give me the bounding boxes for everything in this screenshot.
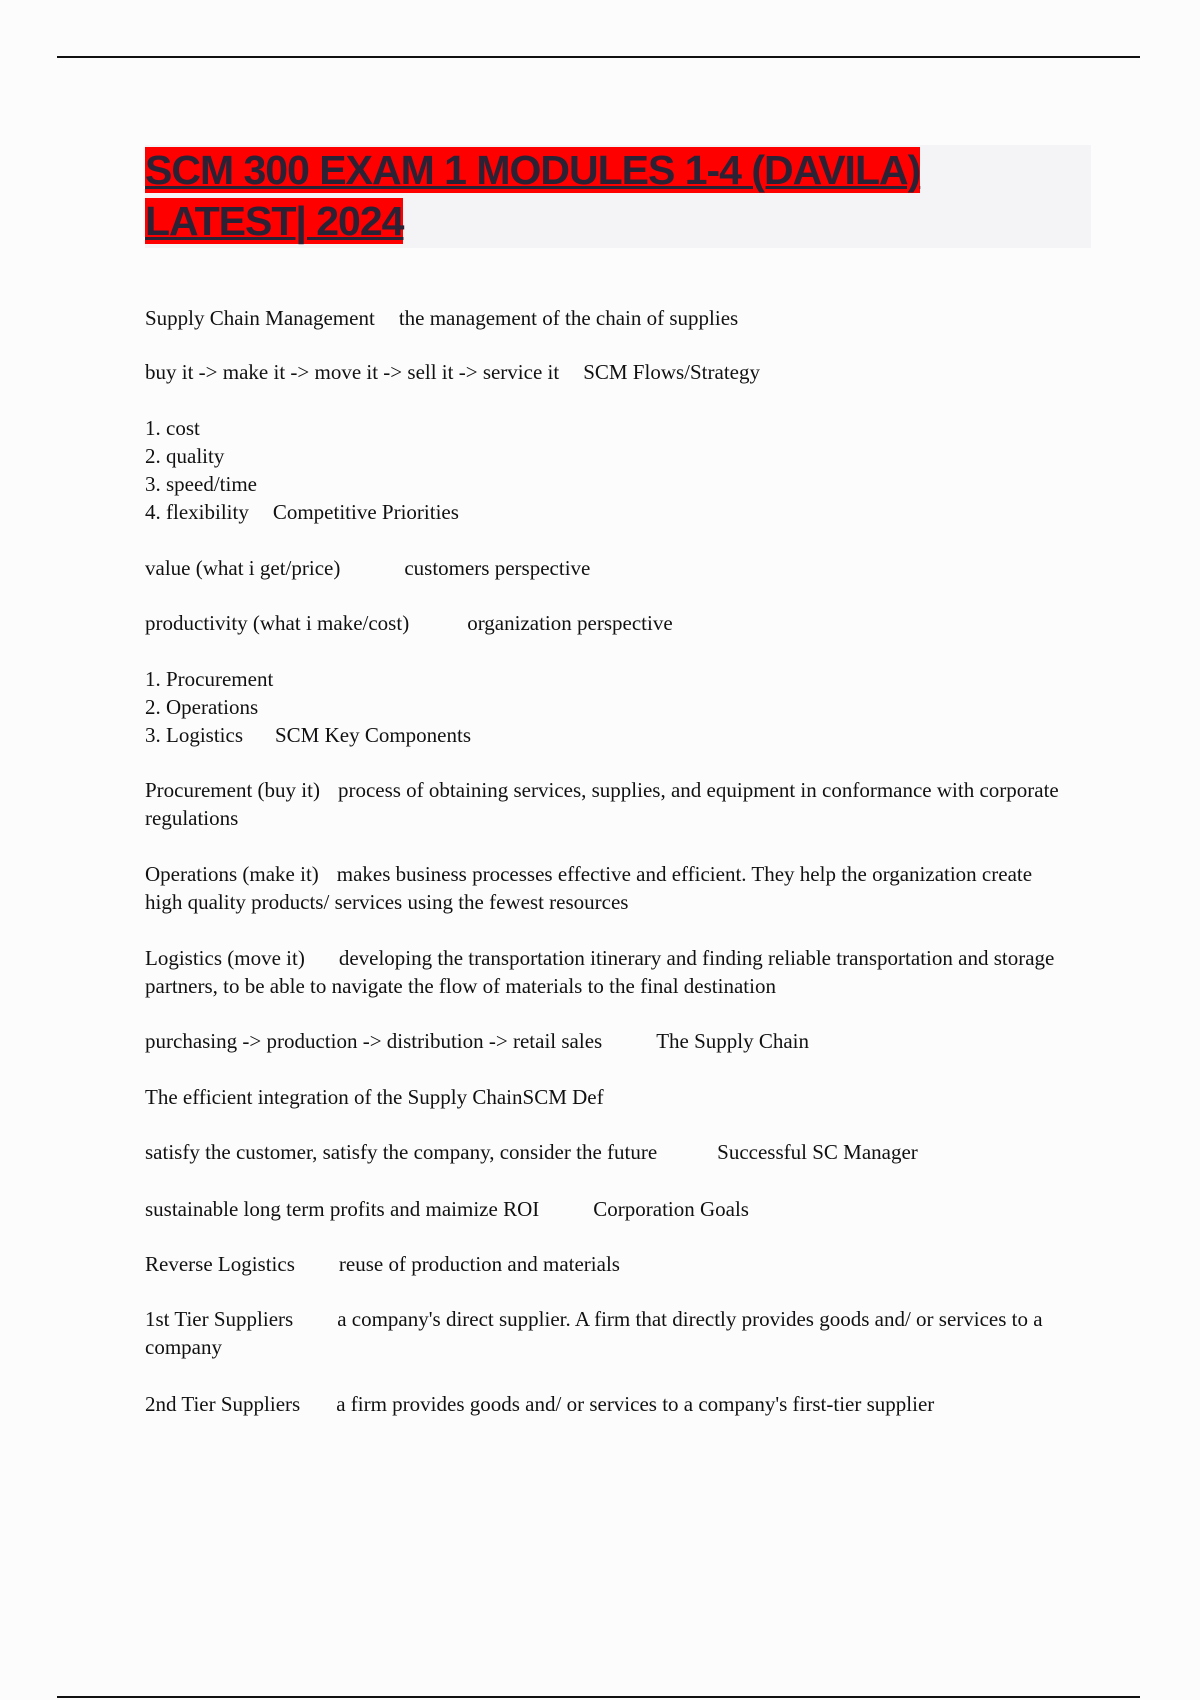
entry-definition: makes business processes effective and efficient. They help the organization create high quality products/ services using the fewest resources xyxy=(145,862,1033,914)
entry-term: 2nd Tier Suppliers xyxy=(145,1392,301,1416)
list-item: 2. quality xyxy=(145,444,225,468)
entry-term: value (what i get/price) xyxy=(145,556,341,580)
entry-definition: process of obtaining services, supplies, and equipment in conformance with corporate regulations xyxy=(145,778,1059,830)
flashcard-entry xyxy=(145,665,1070,749)
entry-definition: SCM Flows/Strategy xyxy=(583,360,760,384)
flashcard-entry xyxy=(145,609,1070,637)
list-item: 3. speed/time xyxy=(145,472,257,496)
flashcard-entry xyxy=(145,860,1070,916)
entry-definition: organization perspective xyxy=(467,611,673,635)
entry-definition: Corporation Goals xyxy=(593,1197,749,1221)
flashcard-entry xyxy=(145,1305,1070,1361)
entry-term: Logistics (move it) xyxy=(145,946,305,970)
entry-definition: reuse of production and materials xyxy=(338,1252,620,1276)
list-item: 1. Procurement xyxy=(145,667,274,691)
flashcard-entry xyxy=(145,1195,1070,1223)
flashcard-entry xyxy=(145,358,1070,386)
list-item: 1. cost xyxy=(145,416,200,440)
entry-definition: a company's direct supplier. A firm that directly provides goods and/ or services to a company xyxy=(145,1307,1043,1359)
entry-term: Reverse Logistics xyxy=(145,1252,295,1276)
flashcard-entry xyxy=(145,1138,1070,1166)
flashcard-entry xyxy=(145,1083,1070,1111)
flashcard-entry xyxy=(145,1390,1070,1418)
entry-definition: the management of the chain of supplies xyxy=(398,306,739,330)
entry-definition: developing the transportation itinerary and finding reliable transportation and storage partners, to be able to navigate the flow of materials to the final destination xyxy=(145,946,1055,998)
flashcard-entry xyxy=(145,776,1070,832)
entry-term: Supply Chain Management xyxy=(145,306,375,330)
entry-definition: Successful SC Manager xyxy=(717,1140,918,1164)
list-item: 3. Logistics xyxy=(145,723,243,747)
entry-term: 1st Tier Suppliers xyxy=(145,1307,294,1331)
entry-term: satisfy the customer, satisfy the company, consider the future xyxy=(145,1140,658,1164)
entry-term: purchasing -> production -> distribution -> retail sales xyxy=(145,1029,603,1053)
flashcard-entry xyxy=(145,304,1070,332)
entry-definition: a firm provides goods and/ or services to a company's first-tier supplier xyxy=(336,1392,935,1416)
title-box xyxy=(145,145,1091,248)
list-item: 2. Operations xyxy=(145,695,259,719)
entry-term: buy it -> make it -> move it -> sell it -> service it xyxy=(145,360,560,384)
bottom-rule xyxy=(57,1696,1140,1698)
document-title: SCM 300 EXAM 1 MODULES 1-4 (DAVILA) LATEST| 2024 xyxy=(145,147,921,244)
entry-definition: The Supply Chain xyxy=(656,1029,810,1053)
entry-term: Procurement (buy it) xyxy=(145,778,320,802)
list-item: 4. flexibility xyxy=(145,500,249,524)
entry-definition: SCM Key Components xyxy=(275,723,472,747)
flashcard-entry xyxy=(145,944,1070,1000)
top-rule xyxy=(57,56,1140,58)
entry-term: sustainable long term profits and maimize ROI xyxy=(145,1197,540,1221)
entry-term: productivity (what i make/cost) xyxy=(145,611,410,635)
entry-definition: Competitive Priorities xyxy=(272,500,459,524)
flashcard-entry xyxy=(145,1250,1070,1278)
entry-term: The efficient integration of the Supply ChainSCM Def xyxy=(145,1085,604,1109)
flashcard-entry xyxy=(145,554,1070,582)
flashcard-entry xyxy=(145,1027,1070,1055)
entry-definition: customers perspective xyxy=(404,556,591,580)
flashcard-entry xyxy=(145,414,1070,526)
entry-term: Operations (make it) xyxy=(145,862,319,886)
